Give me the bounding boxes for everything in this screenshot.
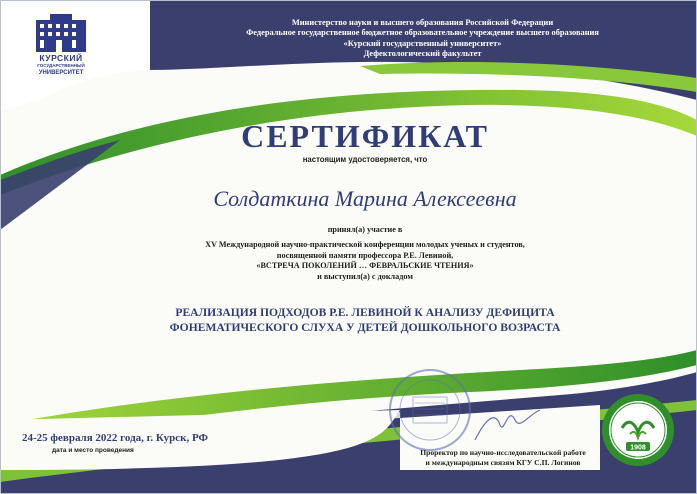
report-line: РЕАЛИЗАЦИЯ ПОДХОДОВ Р.Е. ЛЕВИНОЙ К АНАЛИЗУ ДЕФИЦИТА xyxy=(175,306,555,319)
certificate-subtitle: настоящим удостоверяется, что xyxy=(302,155,428,164)
conference-line: XV Международной научно-практической конференции молодых ученых и студентов, xyxy=(205,240,525,249)
signatory-line: и международным связям КГУ С.П. Логинов xyxy=(425,458,581,467)
conference-line: «ВСТРЕЧА ПОКОЛЕНИЙ … ФЕВРАЛЬСКИЕ ЧТЕНИЯ» xyxy=(256,261,474,271)
report-line: ФОНЕМАТИЧЕСКОГО СЛУХА У ДЕТЕЙ ДОШКОЛЬНОГО ВОЗРАСТА xyxy=(169,321,561,334)
logo-line-1: КУРСКИЙ xyxy=(39,53,83,63)
logo-line-3: УНИВЕРСИТЕТ xyxy=(38,70,84,76)
header-line: «Курский государственный университет» xyxy=(343,38,502,48)
certificate-title: СЕРТИФИКАТ xyxy=(241,118,489,154)
header-line: Министерство науки и высшего образования Российской Федерации xyxy=(291,18,554,27)
header-line: Дефектологический факультет xyxy=(363,49,482,59)
recipient-name: Солдаткина Марина Алексеевна xyxy=(213,186,517,211)
header-line: Федеральное государственное бюджетное образовательное учреждение высшего образования xyxy=(246,28,599,38)
event-date-caption: дата и место проведения xyxy=(52,447,134,454)
conference-line: посвященной памяти профессора Р.Е. Левиной, xyxy=(276,250,454,260)
signatory-line: Проректор по научно-исследовательской работе xyxy=(420,448,586,457)
event-date: 24-25 февраля 2022 года, г. Курск, РФ xyxy=(22,432,208,444)
logo-line-2: ГОСУДАРСТВЕННЫЙ xyxy=(37,63,85,68)
participation-text: принял(а) участие в xyxy=(327,225,403,234)
conference-line: и выступил(а) с докладом xyxy=(317,271,413,281)
seal-year: 1908 xyxy=(630,444,646,452)
